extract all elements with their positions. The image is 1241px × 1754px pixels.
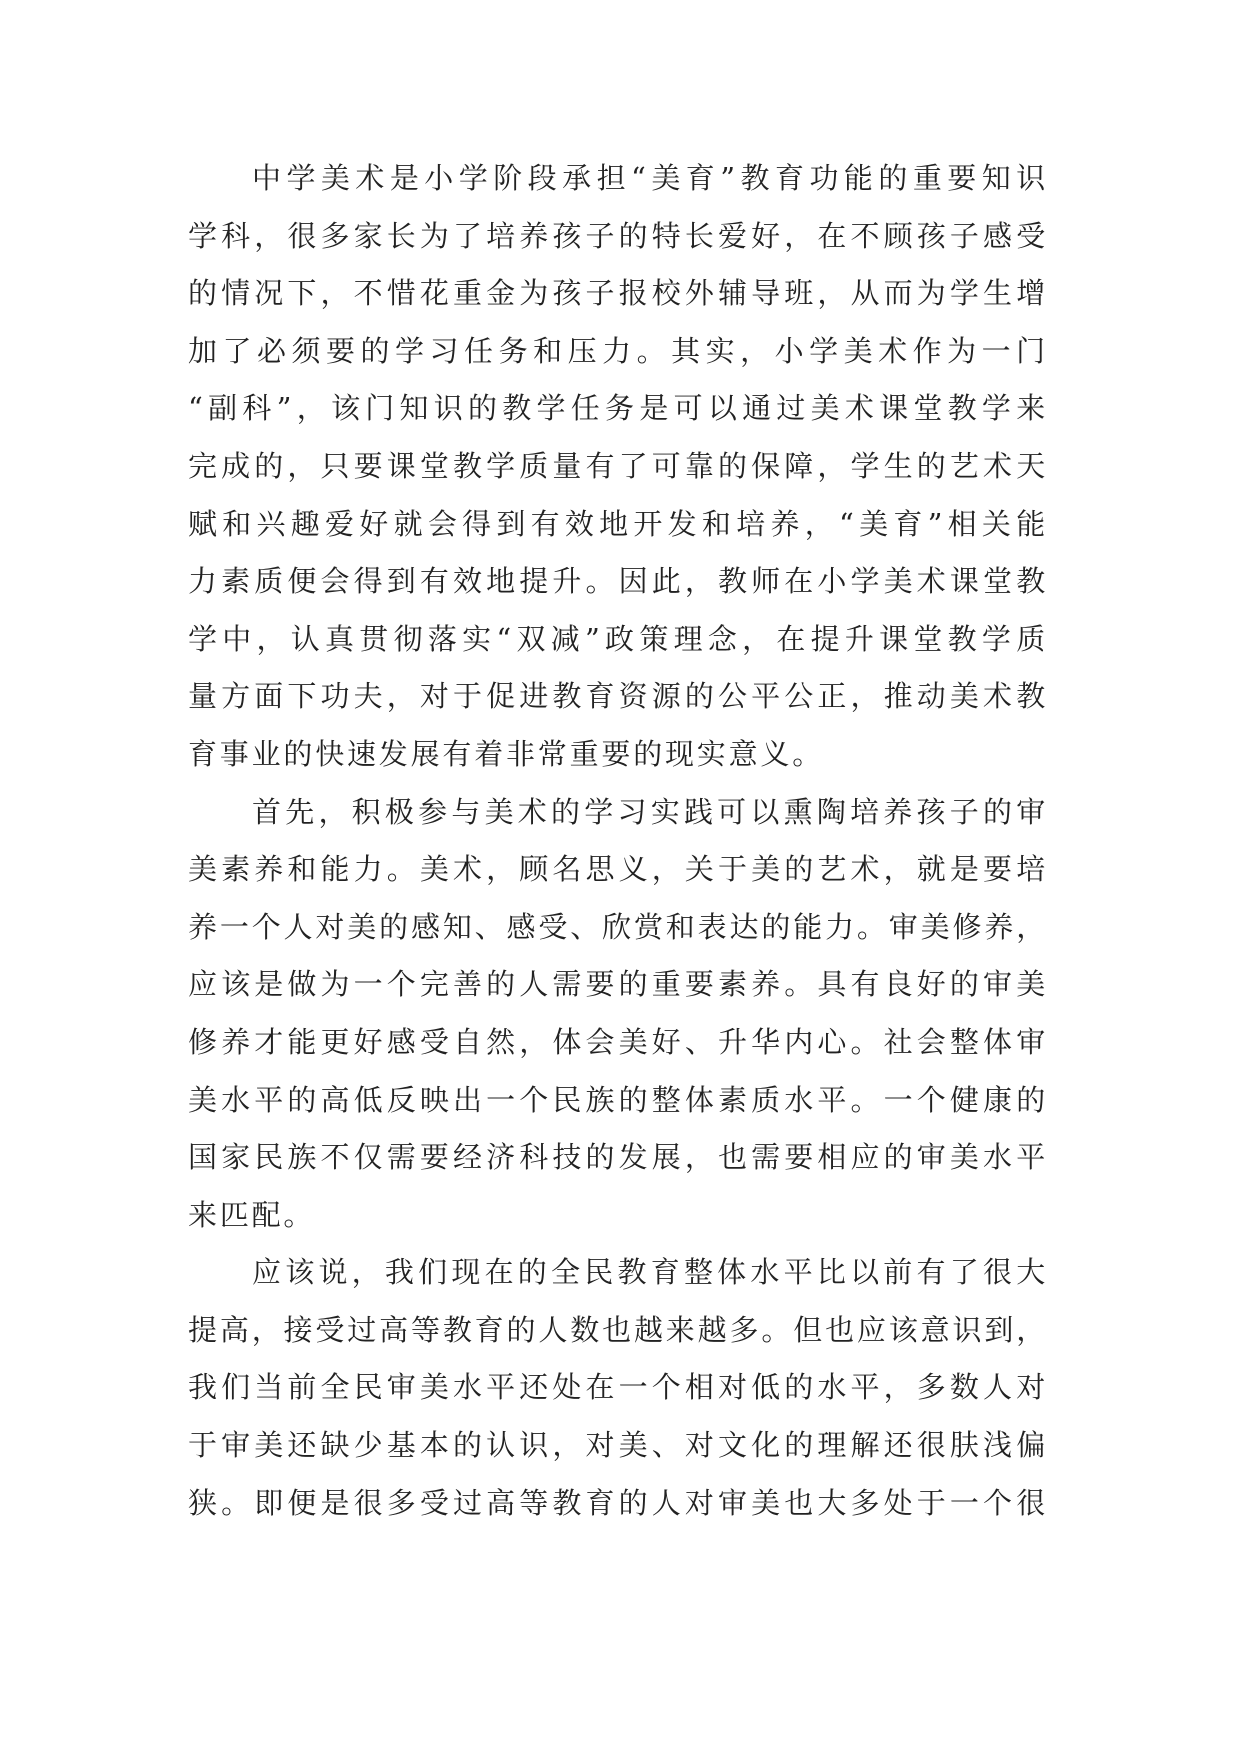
text-line: 育事业的快速发展有着非常重要的现实意义。: [188, 736, 825, 771]
paragraph-2: [188, 784, 1048, 1245]
text-line: “副科”，该门知识的教学任务是可以通过美术课堂教学来: [188, 391, 1048, 426]
text-line: 提高，接受过高等教育的人数也越来越多。但也应该意识到，: [188, 1312, 1048, 1347]
text-line: 力素质便会得到有效地提升。因此，教师在小学美术课堂教: [188, 564, 1048, 599]
text-line: 我们当前全民审美水平还处在一个相对低的水平，多数人对: [188, 1370, 1048, 1405]
text-line: 量方面下功夫，对于促进教育资源的公平公正，推动美术教: [188, 679, 1048, 714]
text-line: 首先，积极参与美术的学习实践可以熏陶培养孩子的审: [252, 794, 1048, 829]
text-line: 养一个人对美的感知、感受、欣赏和表达的能力。审美修养，: [188, 909, 1048, 944]
text-line: 于审美还缺少基本的认识，对美、对文化的理解还很肤浅偏: [188, 1428, 1048, 1463]
text-line: 狭。即便是很多受过高等教育的人对审美也大多处于一个很: [188, 1485, 1048, 1520]
text-line: 学中，认真贯彻落实“双减”政策理念，在提升课堂教学质: [188, 621, 1048, 656]
text-line: 应该说，我们现在的全民教育整体水平比以前有了很大: [252, 1255, 1048, 1290]
paragraph-3: [188, 1244, 1048, 1532]
text-line: 中学美术是小学阶段承担“美育”教育功能的重要知识: [252, 161, 1048, 195]
body-text: [188, 150, 1048, 1532]
text-line: 美素养和能力。美术，顾名思义，关于美的艺术，就是要培: [188, 852, 1048, 887]
text-line: 赋和兴趣爱好就会得到有效地开发和培养，“美育”相关能: [188, 506, 1048, 541]
text-line: 的情况下，不惜花重金为孩子报校外辅导班，从而为学生增: [188, 276, 1048, 311]
text-line: 完成的，只要课堂教学质量有了可靠的保障，学生的艺术天: [188, 448, 1048, 483]
paragraph-1: [188, 150, 1048, 784]
text-line: 学科，很多家长为了培养孩子的特长爱好，在不顾孩子感受: [188, 218, 1048, 253]
text-line: 来匹配。: [188, 1197, 316, 1232]
text-line: 应该是做为一个完善的人需要的重要素养。具有良好的审美: [188, 967, 1048, 1002]
text-line: 加了必须要的学习任务和压力。其实，小学美术作为一门: [188, 333, 1048, 368]
text-line: 修养才能更好感受自然，体会美好、升华内心。社会整体审: [188, 1024, 1048, 1059]
text-line: 国家民族不仅需要经济科技的发展，也需要相应的审美水平: [188, 1140, 1048, 1175]
text-line: 美水平的高低反映出一个民族的整体素质水平。一个健康的: [188, 1082, 1048, 1117]
